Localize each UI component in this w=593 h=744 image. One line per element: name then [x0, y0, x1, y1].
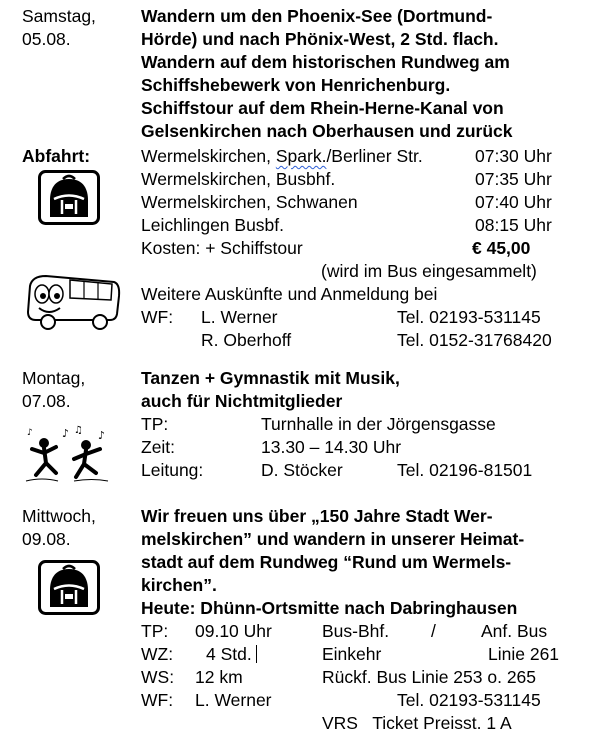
- event2-title-line: Tanzen + Gymnastik mit Musik,: [141, 368, 400, 388]
- svg-text:♪: ♪: [62, 427, 70, 440]
- info-line: Weitere Auskünfte und Anmeldung bei: [141, 284, 438, 304]
- text-cursor: [256, 645, 257, 663]
- tp-place-2: Anf. Bus: [481, 621, 548, 641]
- wf-phone: Tel. 02193-531145: [397, 690, 541, 710]
- contact-phone: Tel. 0152-31768420: [397, 330, 552, 350]
- event3-title-line: Heute: Dhünn-Ortsmitte nach Dabringhausen: [141, 598, 518, 618]
- zeit-label: Zeit:: [141, 437, 176, 457]
- tp-separator: /: [431, 621, 436, 641]
- departure-place: Wermelskirchen, Busbhf.: [141, 169, 336, 189]
- wf-label: WF:: [141, 690, 174, 710]
- event2-title-line: auch für Nichtmitglieder: [141, 391, 343, 411]
- event3-title-line: melskirchen” und wandern in unserer Heimat-: [141, 529, 525, 549]
- departure-time: 07:35 Uhr: [475, 169, 552, 189]
- departure-time: 07:30 Uhr: [475, 146, 552, 166]
- tp-value: Turnhalle in der Jörgensgasse: [261, 414, 496, 434]
- departure-place: Wermelskirchen, Schwanen: [141, 192, 358, 212]
- svg-text:♫: ♫: [74, 425, 83, 436]
- wf-name: L. Werner: [195, 690, 272, 710]
- event1-title-line: Schiffstour auf dem Rhein-Herne-Kanal von: [141, 98, 504, 118]
- leitung-phone: Tel. 02196-81501: [397, 460, 533, 480]
- departure-time: 07:40 Uhr: [475, 192, 552, 212]
- tp-label: TP:: [141, 414, 169, 434]
- event3-date: 09.08.: [22, 529, 71, 549]
- event2-day: Montag,: [22, 368, 86, 388]
- cost-label: Kosten: + Schiffstour: [141, 238, 303, 258]
- ticket-info: VRS Ticket Preisst. 1 A: [322, 713, 512, 733]
- wz-line: Linie 261: [488, 644, 560, 664]
- departure-place: Wermelskirchen, Spark./Berliner Str.: [141, 146, 423, 166]
- ws-value: 12 km: [195, 667, 243, 687]
- event1-day: Samstag,: [22, 6, 96, 26]
- abfahrt-label: Abfahrt:: [22, 146, 91, 166]
- tp-place: Bus-Bhf.: [322, 621, 390, 641]
- event1-title-line: Gelsenkirchen nach Oberhausen und zurück: [141, 121, 513, 141]
- contact-name: L. Werner: [201, 307, 278, 327]
- ws-label: WS:: [141, 667, 175, 687]
- event1-title-line: Wandern um den Phoenix-See (Dortmund-: [141, 6, 493, 26]
- wz-value: 4 Std.: [206, 643, 257, 665]
- spellcheck-underline: Spark.: [275, 146, 327, 166]
- svg-text:♪: ♪: [98, 429, 106, 442]
- cost-note: (wird im Bus eingesammelt): [321, 261, 537, 281]
- event1-title-line: Schiffshebewerk von Henrichenburg.: [141, 75, 451, 95]
- event1-title-line: Hörde) und nach Phönix-West, 2 Std. flach.: [141, 29, 499, 49]
- zeit-value: 13.30 – 14.30 Uhr: [261, 437, 402, 457]
- departure-place: Leichlingen Busbf.: [141, 215, 285, 235]
- backpack-icon: [38, 170, 100, 225]
- contact-name: R. Oberhoff: [201, 330, 292, 350]
- dancers-icon: [22, 423, 114, 485]
- event3-title-line: kirchen”.: [141, 575, 217, 595]
- cost-value: € 45,00: [472, 238, 531, 258]
- wf-label: WF:: [141, 307, 174, 327]
- wz-label: WZ:: [141, 644, 174, 664]
- svg-text:♪: ♪: [27, 428, 33, 438]
- tp-value: 09.10 Uhr: [195, 621, 272, 641]
- event3-title-line: stadt auf dem Rundweg “Rund um Wermels-: [141, 552, 512, 572]
- event1-date: 05.08.: [22, 29, 71, 49]
- leitung-label: Leitung:: [141, 460, 204, 480]
- event3-day: Mittwoch,: [22, 506, 96, 526]
- event3-title-line: Wir freuen uns über „150 Jahre Stadt Wer-: [141, 506, 493, 526]
- event2-date: 07.08.: [22, 391, 71, 411]
- departure-time: 08:15 Uhr: [475, 215, 552, 235]
- tp-label: TP:: [141, 621, 169, 641]
- bus-icon: [22, 270, 122, 332]
- contact-phone: Tel. 02193-531145: [397, 307, 541, 327]
- leitung-name: D. Stöcker: [261, 460, 343, 480]
- backpack-icon: [38, 560, 100, 615]
- ws-return: Rückf. Bus Linie 253 o. 265: [322, 667, 537, 687]
- event1-title-line: Wandern auf dem historischen Rundweg am: [141, 52, 510, 72]
- wz-return: Einkehr: [322, 644, 382, 664]
